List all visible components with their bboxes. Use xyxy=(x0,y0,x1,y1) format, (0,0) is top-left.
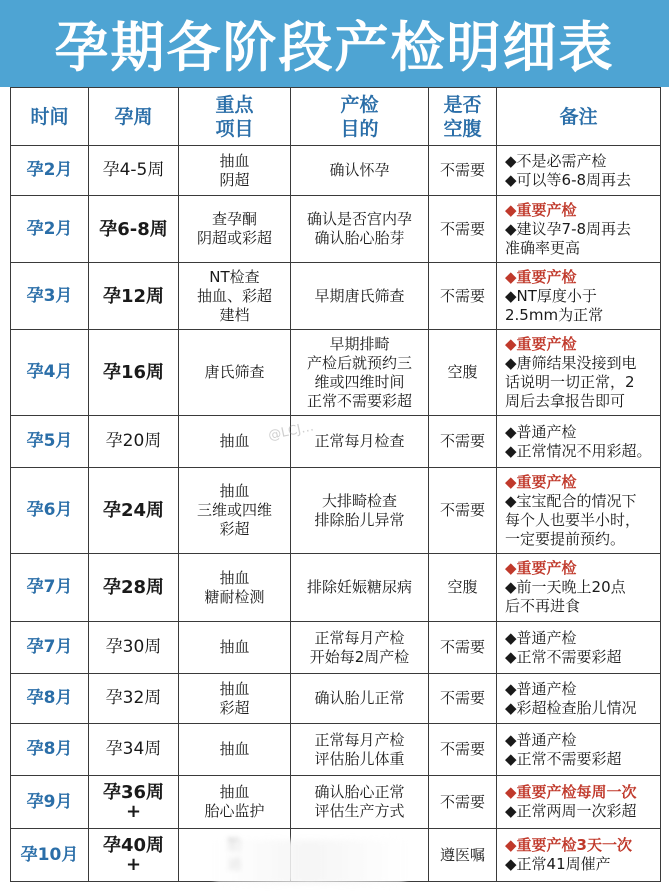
items-cell xyxy=(179,330,291,416)
note-line: ◆普通产检 xyxy=(505,628,577,647)
cell-line: 确认胎儿正常 xyxy=(314,689,405,707)
table-row xyxy=(11,468,661,554)
note-line: 周后去拿报告即可 xyxy=(505,391,626,410)
cell-line: 抽血 xyxy=(219,783,250,801)
table-row xyxy=(11,776,661,829)
table-row xyxy=(11,554,661,622)
header-line: 项目 xyxy=(215,117,254,140)
cell-line: 评估胎儿体重 xyxy=(314,749,405,768)
header-line: 目的 xyxy=(340,117,379,140)
cell-line: 产检后就预约三 xyxy=(306,353,412,372)
table-row xyxy=(11,196,661,263)
note-line: ◆不是必需产检 xyxy=(505,151,607,170)
note-line: ◆唐筛结果没接到电 xyxy=(505,353,637,372)
fasting-cell: 不需要 xyxy=(429,146,497,196)
note-line: ◆普通产检 xyxy=(505,422,577,441)
items-cell xyxy=(179,622,291,674)
notes-cell xyxy=(497,724,661,776)
important-note: ◆重要产检 xyxy=(505,559,577,577)
notes-cell xyxy=(497,776,661,829)
table-row xyxy=(11,330,661,416)
header-line: 产检 xyxy=(340,93,379,116)
important-note: ◆重要产检 xyxy=(505,200,577,219)
month-cell: 孕10月 xyxy=(11,829,89,882)
note-line: 一定要提前预约。 xyxy=(505,529,626,548)
month-cell: 孕3月 xyxy=(11,263,89,330)
header-row xyxy=(11,88,661,146)
week-cell: 孕6-8周 xyxy=(89,196,179,263)
cell-line: 抽血 xyxy=(219,740,250,758)
week-cell: 孕32周 xyxy=(89,674,179,724)
cell-line: 胎心监护 xyxy=(204,802,265,820)
table-row xyxy=(11,674,661,724)
cell-line: 早期唐氏筛查 xyxy=(314,286,405,305)
notes-cell xyxy=(497,416,661,468)
cell-line: 正常每月检查 xyxy=(314,432,405,450)
table-body xyxy=(11,146,661,882)
header-week xyxy=(89,88,179,146)
note-line: 话说明一切正常，2 xyxy=(505,372,635,391)
page-title: 孕期各阶段产检明细表 xyxy=(0,0,669,87)
note-line: ◆前一天晚上20点 xyxy=(505,578,626,596)
cell-line: 正常每月产检 xyxy=(314,628,405,647)
important-note: ◆重要产检每周一次 xyxy=(505,783,637,801)
note-line: ◆建议孕7-8周再去 xyxy=(505,219,632,238)
week-cell: 孕4-5周 xyxy=(89,146,179,196)
cell-line: 阴超 xyxy=(219,170,250,189)
week-cell: 孕36周 + xyxy=(89,776,179,829)
purpose-cell xyxy=(291,724,429,776)
purpose-cell xyxy=(291,330,429,416)
cell-line: 糖耐检测 xyxy=(204,587,265,606)
cell-line: 正常每月产检 xyxy=(314,730,405,749)
fasting-cell: 不需要 xyxy=(429,724,497,776)
cell-line: 抽血、彩超 xyxy=(196,286,272,305)
items-cell xyxy=(179,776,291,829)
header-fasting xyxy=(429,88,497,146)
cell-line: 阴超或彩超 xyxy=(196,229,272,247)
week-cell: 孕24周 xyxy=(89,468,179,554)
week-cell: 孕28周 xyxy=(89,554,179,622)
header-time xyxy=(11,88,89,146)
table-row xyxy=(11,263,661,330)
purpose-cell xyxy=(291,776,429,829)
cell-line: 开始每2周产检 xyxy=(309,647,410,666)
fasting-cell: 不需要 xyxy=(429,468,497,554)
note-line: ◆普通产检 xyxy=(505,679,577,698)
cell-line: 排除妊娠糖尿病 xyxy=(306,578,412,596)
items-cell xyxy=(179,724,291,776)
cell-line: 正常不需要彩超 xyxy=(306,391,412,410)
notes-cell xyxy=(497,263,661,330)
note-line: ◆正常不需要彩超 xyxy=(505,749,622,768)
cell-line: 确认怀孕 xyxy=(329,161,390,179)
month-cell: 孕9月 xyxy=(11,776,89,829)
notes-cell xyxy=(497,196,661,263)
blur-overlay xyxy=(215,840,405,884)
fasting-cell: 不需要 xyxy=(429,674,497,724)
header-line: 时间 xyxy=(30,105,69,128)
cell-line: 抽血 xyxy=(219,151,250,170)
header-line: 孕周 xyxy=(114,105,153,128)
items-cell xyxy=(179,416,291,468)
week-cell: 孕20周 xyxy=(89,416,179,468)
important-note: ◆重要产检 xyxy=(505,267,577,286)
notes-cell xyxy=(497,330,661,416)
month-cell: 孕2月 xyxy=(11,196,89,263)
items-cell xyxy=(179,674,291,724)
cell-line: 抽血 xyxy=(219,482,250,500)
watermark: @LCJ… xyxy=(266,419,316,444)
purpose-cell xyxy=(291,263,429,330)
cell-line: 抽血 xyxy=(219,638,250,656)
cell-line: 排除胎儿异常 xyxy=(314,510,405,529)
checkup-table xyxy=(10,87,661,882)
notes-cell xyxy=(497,146,661,196)
header-purpose xyxy=(291,88,429,146)
cell-line: 评估生产方式 xyxy=(314,802,405,820)
week-cell: 孕34周 xyxy=(89,724,179,776)
fasting-cell: 遵医嘱 xyxy=(429,829,497,882)
notes-cell xyxy=(497,622,661,674)
cell-line: 抽血 xyxy=(219,679,250,698)
purpose-cell xyxy=(291,146,429,196)
header-line: 是否 xyxy=(443,93,482,116)
notes-cell xyxy=(497,829,661,882)
table-row xyxy=(11,146,661,196)
header-line: 备注 xyxy=(559,105,598,128)
purpose-cell xyxy=(291,468,429,554)
cell-line: 查孕酮 xyxy=(211,210,257,228)
week-cell: 孕16周 xyxy=(89,330,179,416)
table-row xyxy=(11,724,661,776)
fasting-cell: 空腹 xyxy=(429,554,497,622)
fasting-cell: 不需要 xyxy=(429,416,497,468)
note-line: ◆正常不需要彩超 xyxy=(505,647,622,666)
fasting-cell: 不需要 xyxy=(429,263,497,330)
note-line: ◆可以等6-8周再去 xyxy=(505,170,632,189)
fasting-cell: 不需要 xyxy=(429,622,497,674)
items-cell xyxy=(179,554,291,622)
fasting-cell: 空腹 xyxy=(429,330,497,416)
cell-line: 早期排畸 xyxy=(329,334,390,353)
table-row xyxy=(11,622,661,674)
note-line: 准确率更高 xyxy=(505,238,581,257)
important-note: ◆重要产检3天一次 xyxy=(505,836,632,854)
notes-cell xyxy=(497,468,661,554)
table-row xyxy=(11,416,661,468)
cell-line: 抽血 xyxy=(219,432,250,450)
week-cell: 孕12周 xyxy=(89,263,179,330)
items-cell xyxy=(179,468,291,554)
items-cell xyxy=(179,196,291,263)
note-line: 后不再进食 xyxy=(505,597,581,615)
items-cell xyxy=(179,263,291,330)
note-line: ◆正常41周催产 xyxy=(505,855,611,873)
note-line: ◆彩超检查胎儿情况 xyxy=(505,698,637,717)
cell-line: 维或四维时间 xyxy=(314,372,405,391)
note-line: ◆正常两周一次彩超 xyxy=(505,802,637,820)
month-cell: 孕8月 xyxy=(11,674,89,724)
note-line: 每个人也要半小时， xyxy=(505,510,641,529)
important-note: ◆重要产检 xyxy=(505,334,577,353)
purpose-cell xyxy=(291,674,429,724)
header-line: 重点 xyxy=(215,93,254,116)
fasting-cell: 不需要 xyxy=(429,776,497,829)
header-notes xyxy=(497,88,661,146)
cell-line: NT检查 xyxy=(209,267,260,286)
cell-line: 抽血 xyxy=(219,568,250,587)
items-cell xyxy=(179,146,291,196)
important-note: ◆重要产检 xyxy=(505,472,577,491)
month-cell: 孕5月 xyxy=(11,416,89,468)
cell-line: 唐氏筛查 xyxy=(204,363,265,381)
cell-line: 建档 xyxy=(219,305,250,324)
cell-line: 三维或四维 xyxy=(196,501,272,519)
header-line: 空腹 xyxy=(443,117,482,140)
fasting-cell: 不需要 xyxy=(429,196,497,263)
note-line: ◆NT厚度小于 xyxy=(505,286,597,305)
week-cell: 孕30周 xyxy=(89,622,179,674)
header-items xyxy=(179,88,291,146)
month-cell: 孕8月 xyxy=(11,724,89,776)
purpose-cell xyxy=(291,622,429,674)
note-line: 2.5mm为正常 xyxy=(505,305,604,324)
notes-cell xyxy=(497,674,661,724)
cell-line: 确认胎心正常 xyxy=(314,783,405,801)
purpose-cell xyxy=(291,554,429,622)
cell-line: 确认是否宫内孕 xyxy=(306,210,412,228)
month-cell: 孕7月 xyxy=(11,554,89,622)
purpose-cell xyxy=(291,416,429,468)
month-cell: 孕2月 xyxy=(11,146,89,196)
note-line: ◆宝宝配合的情况下 xyxy=(505,491,637,510)
cell-line: 彩超 xyxy=(219,698,250,717)
week-cell: 孕40周 + xyxy=(89,829,179,882)
cell-line: 确认胎心胎芽 xyxy=(314,229,405,247)
note-line: ◆正常情况不用彩超。 xyxy=(505,441,652,460)
note-line: ◆普通产检 xyxy=(505,730,577,749)
month-cell: 孕6月 xyxy=(11,468,89,554)
cell-line: 彩超 xyxy=(219,520,250,538)
month-cell: 孕7月 xyxy=(11,622,89,674)
purpose-cell xyxy=(291,196,429,263)
month-cell: 孕4月 xyxy=(11,330,89,416)
cell-line: 大排畸检查 xyxy=(321,491,397,510)
notes-cell xyxy=(497,554,661,622)
